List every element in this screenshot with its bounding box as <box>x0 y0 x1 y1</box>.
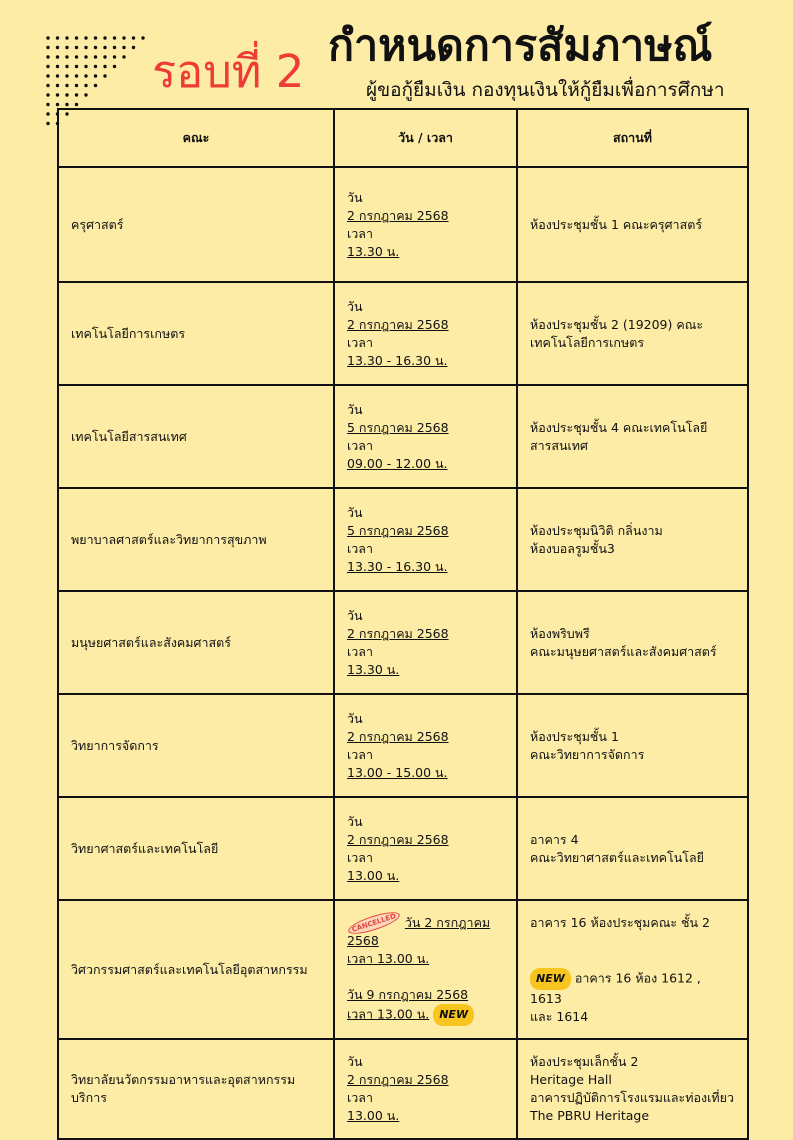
faculty-cell: ครุศาสตร์ <box>58 167 334 282</box>
table-row <box>58 694 748 797</box>
table-row <box>58 591 748 694</box>
day-label: วัน <box>347 607 363 623</box>
new-place-value: อาคาร 16 ห้อง 1612 , 1613 <box>530 970 701 1006</box>
old-place-line: อาคาร 16 ห้องประชุมคณะ ชั้น 2 <box>530 914 711 930</box>
place-line: ห้องพริบพรี <box>530 625 590 641</box>
day-label: วัน <box>347 710 363 726</box>
place-line: ห้องประชุมเล็กชั้น 2 <box>530 1054 639 1069</box>
interview-schedule-table <box>57 108 749 1140</box>
place-cell <box>517 167 748 282</box>
date-value: 2 กรกฎาคม 2568 <box>347 207 449 223</box>
place-line: ห้องประชุมนิวิติ กลิ่นงาม <box>530 522 663 538</box>
place-cell <box>517 1039 748 1139</box>
place-line: อาคาร 4 <box>530 831 579 847</box>
time-label: เวลา <box>347 540 373 556</box>
place-line: ห้องประชุมชั้น 4 คณะเทคโนโลยี <box>530 419 708 435</box>
time-label: เวลา <box>347 334 373 350</box>
datetime-cell <box>334 1039 517 1139</box>
date-value: 2 กรกฎาคม 2568 <box>347 625 449 641</box>
old-date-value: วัน 2 กรกฎาคม 2568 <box>347 914 491 948</box>
table-row-last <box>58 1039 748 1139</box>
table-row <box>58 488 748 591</box>
faculty-cell: วิทยาการจัดการ <box>58 694 334 797</box>
new-time-value: เวลา 13.00 น. <box>347 1006 430 1021</box>
time-label: เวลา <box>347 1090 373 1105</box>
header-datetime: วัน / เวลา <box>334 109 517 167</box>
datetime-cell <box>334 167 517 282</box>
place-cell <box>517 797 748 900</box>
new-date-value: วัน 9 กรกฎาคม 2568 <box>347 986 469 1002</box>
page-title: กำหนดการสัมภาษณ์ <box>328 21 713 71</box>
place-cell <box>517 282 748 385</box>
table-row <box>58 167 748 282</box>
time-value: 13.00 น. <box>347 867 400 883</box>
place-line: ห้องประชุมชั้น 1 คณะครุศาสตร์ <box>530 216 703 232</box>
new-badge: NEW <box>433 1004 474 1026</box>
new-place-value-2: และ 1614 <box>530 1008 589 1024</box>
page-subtitle: ผู้ขอกู้ยืมเงิน กองทุนเงินให้กู้ยืมเพื่อการศึกษา <box>366 79 725 101</box>
time-value: 13.30 - 16.30 น. <box>347 558 448 574</box>
time-label: เวลา <box>347 643 373 659</box>
place-line: ห้องประชุมชั้น 2 (19209) คณะ <box>530 316 704 332</box>
faculty-line: วิทยาลัยนวัตกรรมอาหารและอุตสาหกรรม <box>71 1072 296 1087</box>
faculty-cell: วิทยาศาสตร์และเทคโนโลยี <box>58 797 334 900</box>
time-label: เวลา <box>347 225 373 241</box>
faculty-cell: เทคโนโลยีการเกษตร <box>58 282 334 385</box>
time-value: 13.30 น. <box>347 661 400 677</box>
day-label: วัน <box>347 504 363 520</box>
place-line: ห้องประชุมชั้น 1 <box>530 728 619 744</box>
header-place: สถานที่ <box>517 109 748 167</box>
datetime-cell <box>334 282 517 385</box>
day-label: วัน <box>347 813 363 829</box>
new-badge: NEW <box>530 968 571 990</box>
datetime-cell <box>334 694 517 797</box>
day-label: วัน <box>347 189 363 205</box>
day-label: วัน <box>347 1054 363 1069</box>
new-place-line <box>530 968 735 1008</box>
datetime-cell <box>334 488 517 591</box>
datetime-cell <box>334 591 517 694</box>
table-row <box>58 282 748 385</box>
old-time-value: เวลา 13.00 น. <box>347 950 430 966</box>
day-label: วัน <box>347 401 363 417</box>
old-date-line <box>347 914 504 950</box>
faculty-cell: มนุษยศาสตร์และสังคมศาสตร์ <box>58 591 334 694</box>
time-value: 09.00 - 12.00 น. <box>347 455 448 471</box>
table-row <box>58 797 748 900</box>
time-label: เวลา <box>347 849 373 865</box>
place-cell <box>517 900 748 1039</box>
time-value: 13.00 น. <box>347 1108 400 1123</box>
place-cell <box>517 488 748 591</box>
table-header-row <box>58 109 748 167</box>
place-line: คณะวิทยาการจัดการ <box>530 746 645 762</box>
spacer <box>530 932 735 950</box>
new-time-line <box>347 1004 504 1026</box>
place-line: คณะวิทยาศาสตร์และเทคโนโลยี <box>530 849 704 865</box>
place-cell <box>517 385 748 488</box>
cancelled-stamp: CANCELLED <box>346 908 402 938</box>
time-value: 13.30 - 16.30 น. <box>347 352 448 368</box>
round-label: รอบที่ 2 <box>152 45 305 98</box>
header-faculty: คณะ <box>58 109 334 167</box>
datetime-cell <box>334 385 517 488</box>
place-line: Heritage Hall <box>530 1072 612 1087</box>
faculty-cell: วิศวกรรมศาสตร์และเทคโนโลยีอุตสาหกรรม <box>58 900 334 1039</box>
time-label: เวลา <box>347 746 373 762</box>
place-line: The PBRU Heritage <box>530 1108 650 1123</box>
place-line: คณะมนุษยศาสตร์และสังคมศาสตร์ <box>530 643 717 659</box>
place-cell <box>517 694 748 797</box>
day-label: วัน <box>347 298 363 314</box>
time-label: เวลา <box>347 437 373 453</box>
date-value: 2 กรกฎาคม 2568 <box>347 1072 449 1087</box>
date-value: 2 กรกฎาคม 2568 <box>347 831 449 847</box>
date-value: 2 กรกฎาคม 2568 <box>347 316 449 332</box>
faculty-cell: เทคโนโลยีสารสนเทศ <box>58 385 334 488</box>
faculty-cell <box>58 1039 334 1139</box>
datetime-cell <box>334 797 517 900</box>
date-value: 5 กรกฎาคม 2568 <box>347 522 449 538</box>
date-value: 2 กรกฎาคม 2568 <box>347 728 449 744</box>
place-line: ห้องบอลรูมชั้น3 <box>530 540 615 556</box>
place-cell <box>517 591 748 694</box>
table-row <box>58 385 748 488</box>
place-line: สารสนเทศ <box>530 437 588 453</box>
faculty-line: บริการ <box>71 1090 107 1105</box>
table-row-engineering <box>58 900 748 1039</box>
time-value: 13.30 น. <box>347 243 400 259</box>
faculty-cell: พยาบาลศาสตร์และวิทยาการสุขภาพ <box>58 488 334 591</box>
time-value: 13.00 - 15.00 น. <box>347 764 448 780</box>
spacer <box>530 950 735 968</box>
datetime-cell <box>334 900 517 1039</box>
spacer <box>347 968 504 986</box>
date-value: 5 กรกฎาคม 2568 <box>347 419 449 435</box>
place-line: อาคารปฏิบัติการโรงแรมและท่องเที่ยว <box>530 1090 734 1105</box>
place-line: เทคโนโลยีการเกษตร <box>530 334 645 350</box>
